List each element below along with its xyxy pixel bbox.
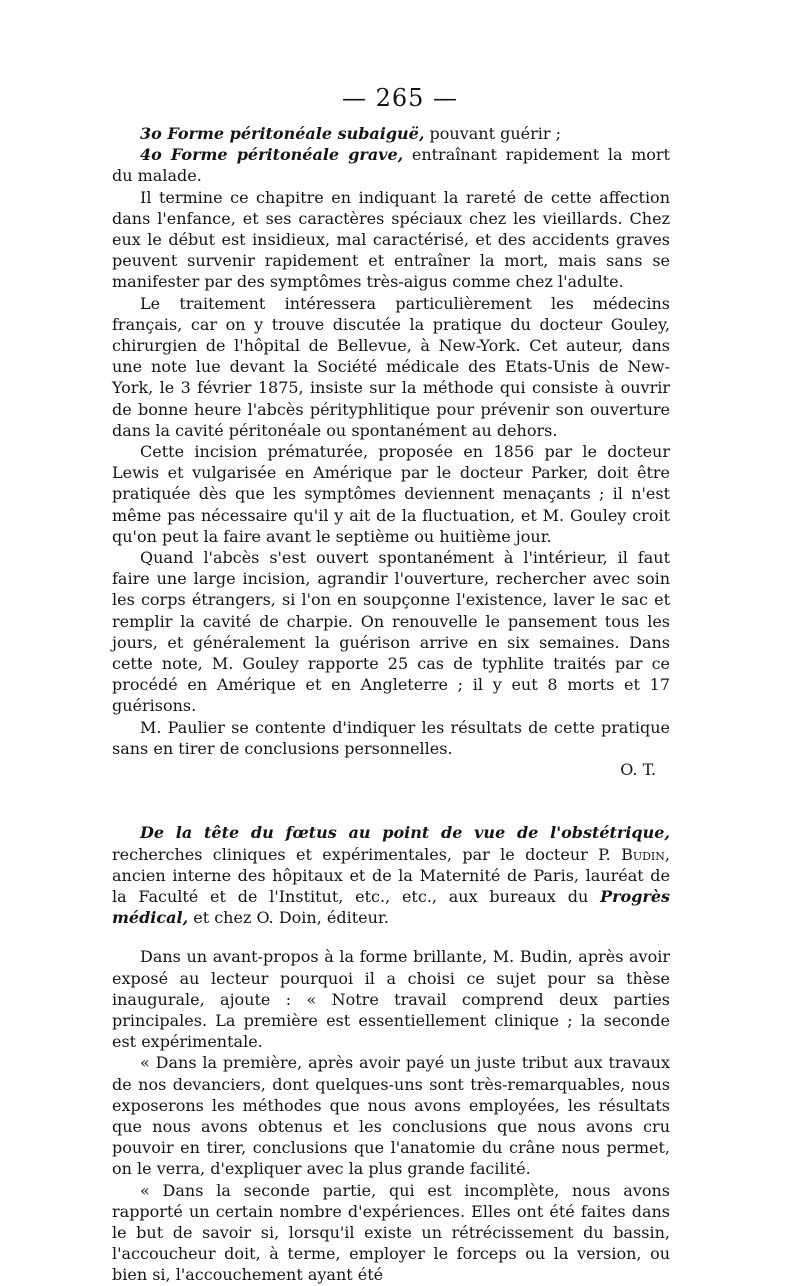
form-3-line (112, 123, 670, 144)
paragraph: Le traitement intéressera particulièrement les médecins français, car on y trouve discutée la pratique du docteur Gouley, chirurgien de l'hôpital de Bellevue, à New-York. Cet auteur, dans une note lue devant la Société médicale des Etats-Unis de New-York, le 3 février 1875, insiste sur la méthode qui consiste à ouvrir de bonne heure l'abcès pérityphlitique pour prévenir son ouverture dans la cavité péritonéale ou spontanément au dehors. (112, 293, 670, 440)
form-4-text: entraînant rapidement la mort du malade. (112, 145, 670, 186)
paragraph: « Dans la première, après avoir payé un juste tribut aux travaux de nos devanciers, dont quelques-uns sont très-remarquables, nous exposerons les méthodes que nous avons employées, les résultats que nous avons obtenus et les conclusions que nous avons cru pouvoir en tirer, conclusions que l'anatomie du crâne nous permet, on le verra, d'expliquer avec la plus grande facilité. (112, 1053, 670, 1179)
review-journal: Progrès médical, (112, 886, 670, 928)
paragraph: Dans un avant-propos à la forme brillante, M. Budin, après avoir exposé au lecteur pourquoi il a choisi ce sujet pour sa thèse inaugurale, ajoute : « Notre travail comprend deux parties principales. La première est essentiellement clinique ; la seconde est expérimentale. (112, 947, 670, 1052)
signature: O. T. (620, 760, 656, 780)
form-4-line (112, 144, 670, 186)
paragraph: Quand l'abcès s'est ouvert spontanément à l'intérieur, il faut faire une large incision, agrandir l'ouverture, rechercher avec soin les corps étrangers, si l'on en soupçonne l'existence, laver le sac et remplir la cavité de charpie. On renouvelle le pansement tous les jours, et généralement la guérison arrive en six semaines. Dans cette note, M. Gouley rapporte 25 cas de typhlite traités par ce procédé en Amérique et en Angleterre ; il y eut 8 morts et 17 guérisons. (112, 548, 670, 716)
page-number: — 265 — (341, 84, 459, 112)
page-body (112, 123, 670, 1286)
review-title: De la tête du fœtus au point de vue de l'obstétrique, (140, 823, 670, 843)
form-3-label: 3o Forme péritonéale subaiguë, (140, 124, 425, 143)
paragraph: M. Paulier se contente d'indiquer les résultats de cette pratique sans en tirer de conclusions personnelles. (112, 717, 670, 758)
form-3-text: pouvant guérir ; (424, 124, 562, 143)
paragraph: « Dans la seconde partie, qui est incomplète, nous avons rapporté un certain nombre d'expériences. Elles ont été faites dans le but de savoir si, lorsqu'il existe un rétrécissement du bassin, l'accoucheur doit, à terme, employer le forceps ou la version, ou bien si, l'accouchement ayant été (112, 1180, 670, 1285)
form-4-label: 4o Forme péritonéale grave, (140, 145, 404, 165)
review-text: recherches cliniques et expérimentales, par le docteur (112, 844, 599, 864)
review-text: ancien interne des hôpitaux et de la Maternité de Paris, lauréat de la Faculté et de l'Institut, etc., etc., aux bureaux du (112, 865, 670, 906)
review-author: P. Budin, (598, 844, 670, 864)
paragraph: Cette incision prématurée, proposée en 1856 par le docteur Lewis et vulgarisée en Amérique par le docteur Parker, doit être pratiquée dès que les symptômes deviennent menaçants ; il n'est même pas nécessaire qu'il y ait de la fluctuation, et M. Gouley croit qu'on peut la faire avant le septième ou huitième jour. (112, 442, 670, 546)
review-text: et chez O. Doin, éditeur. (188, 908, 389, 928)
review-heading (112, 822, 670, 928)
paragraph: Il termine ce chapitre en indiquant la rareté de cette affection dans l'enfance, et ses caractères spéciaux chez les vieillards. Chez eux le début est insidieux, mal caractérisé, et des accidents graves peuvent survenir rapidement et entraîner la mort, mais sans se manifester par des symptômes très-aigus comme chez l'adulte. (112, 187, 670, 292)
signature-line (112, 759, 670, 780)
